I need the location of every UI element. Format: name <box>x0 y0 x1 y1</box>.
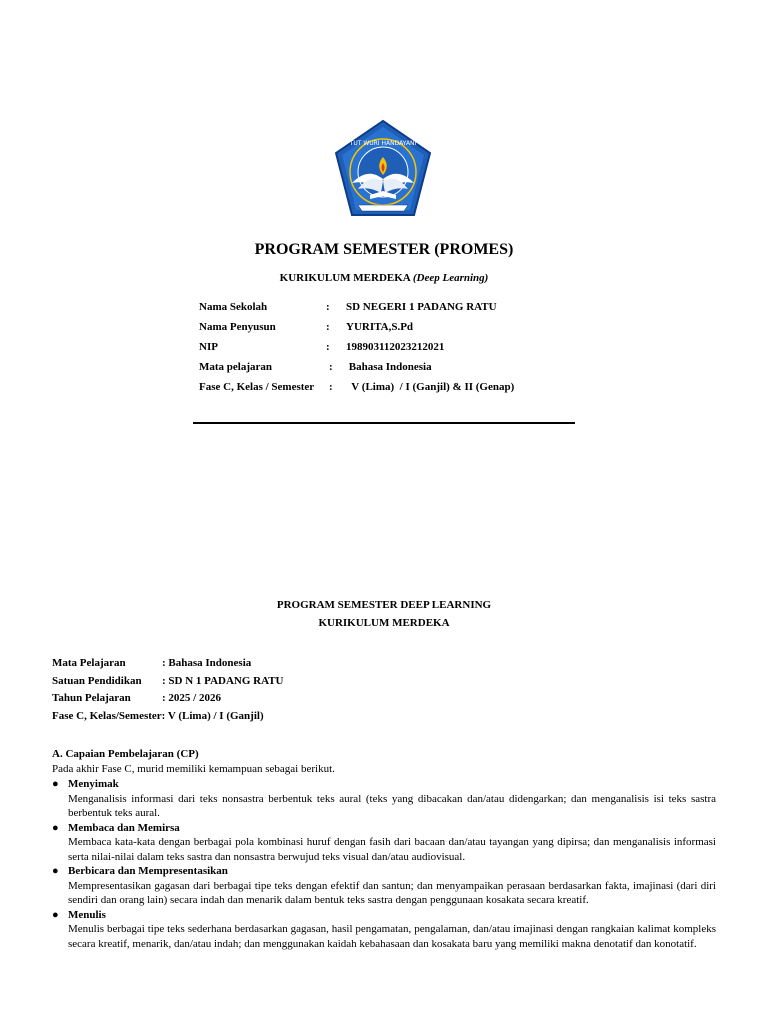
page2-subtitle: KURIKULUM MERDEKA <box>318 617 450 629</box>
list-item: ● Menulis Menulis berbagai tipe teks sederhana berdasarkan gagasan, hasil pengamatan, pengalaman, dan/atau imajinasi dengan rangkaian kalimat kompleks secara kreatif, menarik, dan/atau indah; dan menggunakan kaidah kebahasaan dan kosakata baru yang memiliki makna denotatif dan konotatif. <box>52 908 716 950</box>
page2-info-row: Tahun Pelajaran : 2025 / 2026 <box>52 692 221 704</box>
list-item: ● Berbicara dan Mempresentasikan Mempresentasikan gagasan dari berbagai tipe teks dengan efektif dan santun; dan menyampaikan perasaan berdasarkan fakta, imajinasi (dari diri sendiri dan orang lain) secara indah dan menarik dalam bentuk teks sastra dengan penggunaan kosakata secara kreatif. <box>52 865 716 906</box>
page2-info-row: Fase C, Kelas/Semester: V (Lima) / I (Ganjil) <box>52 709 264 722</box>
bullet-icon: ● <box>52 821 59 834</box>
page2-title: PROGRAM SEMESTER DEEP LEARNING <box>276 599 492 611</box>
bullet-icon: ● <box>52 778 59 790</box>
bullet-icon: ● <box>52 865 59 877</box>
cover-subtitle: KURIKULUM MERDEKA (Deep Learning) <box>279 272 489 284</box>
cover-title: PROGRAM SEMESTER (PROMES) <box>254 241 514 258</box>
page2-info-row: Satuan Pendidikan : SD N 1 PADANG RATU <box>52 674 284 687</box>
list-item: ● Menyimak Menganalisis informasi dari teks nonsastra berbentuk teks aural (teks yang dibacakan dan/atau didengarkan; dan menganalisis isi teks sastra berbentuk teks aural. <box>52 778 716 819</box>
svg-text:TUT WURI HANDAYANI: TUT WURI HANDAYANI <box>349 140 417 147</box>
cp-list <box>52 777 716 951</box>
section-a-intro: Pada akhir Fase C, murid memiliki kemampuan sebagai berikut. <box>52 763 335 775</box>
section-a-heading: A. Capaian Pembelajaran (CP) <box>52 748 199 760</box>
page2-info-table <box>52 657 284 727</box>
list-item: ● Membaca dan Memirsa Membaca kata-kata dengan berbagai pola kombinasi huruf dengan fasih dari bacaan dan/atau tayangan yang dipirsa; dan menganalisis informasi serta nilai-nilai dalam teks sastra dan nonsastra berwujud teks visual dan/atau audiovisual. <box>52 821 716 863</box>
page2-info-row: Mata Pelajaran : Bahasa Indonesia <box>52 657 252 669</box>
divider-line <box>193 422 575 424</box>
tut-wuri-handayani-logo <box>330 117 436 223</box>
bullet-icon: ● <box>52 908 59 921</box>
